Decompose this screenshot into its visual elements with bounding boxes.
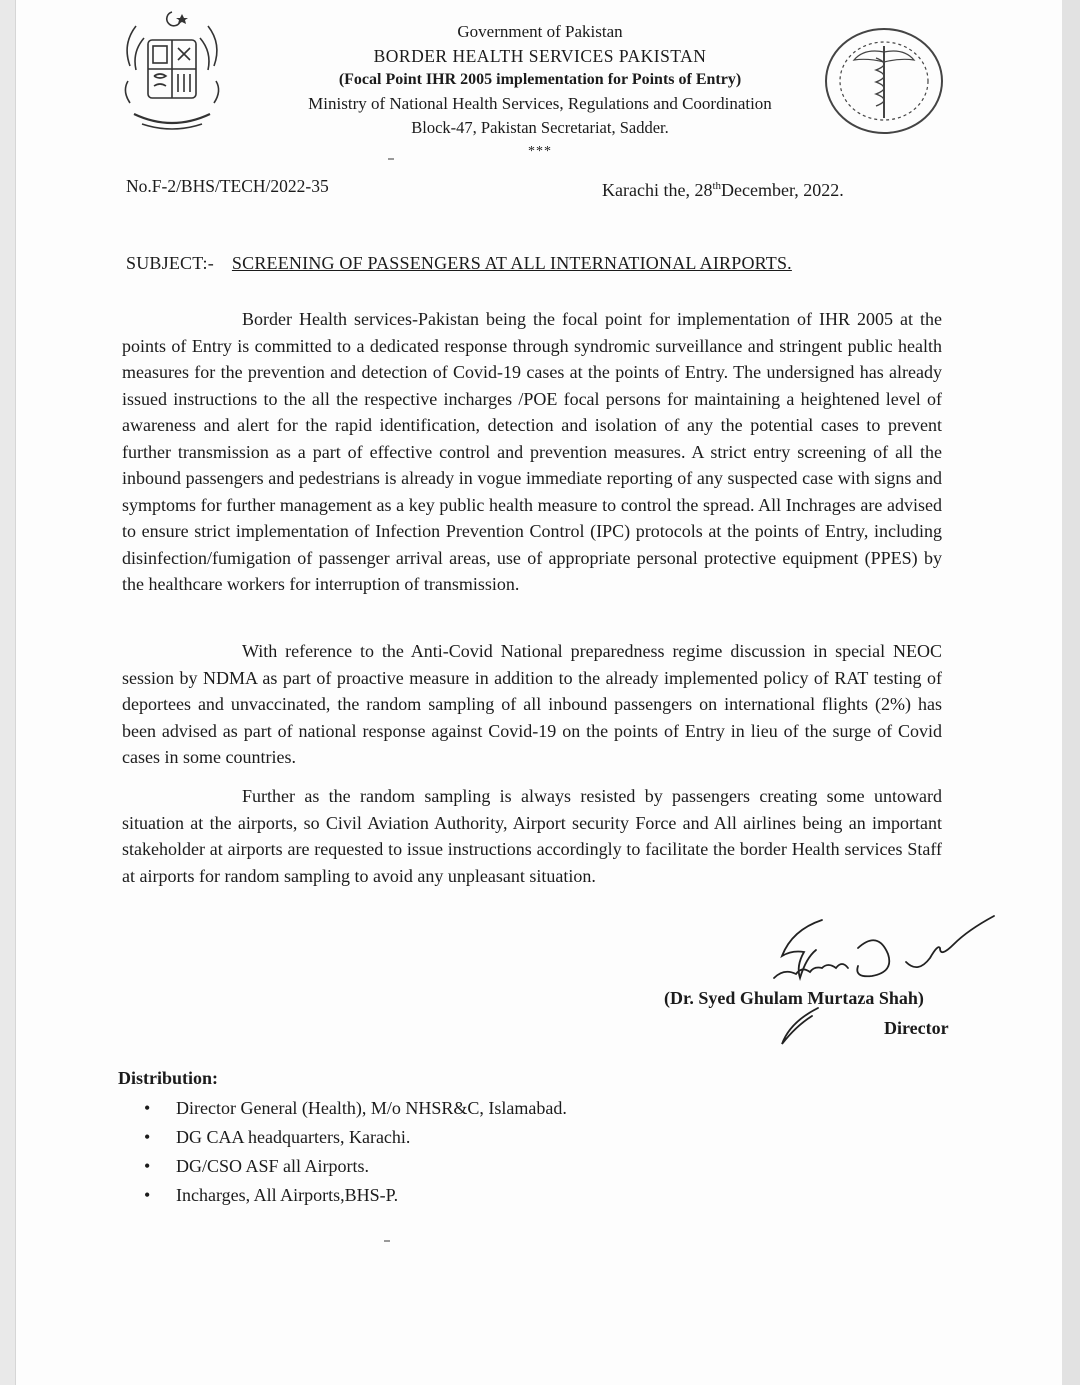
distribution-item: [140, 1181, 567, 1210]
reference-number: No.F-2/BHS/TECH/2022-35: [126, 176, 329, 196]
bullet-icon: •: [144, 1185, 151, 1205]
scan-speck: [388, 158, 394, 160]
distribution-item-text: DG/CSO ASF all Airports.: [176, 1156, 370, 1176]
date-line: [602, 180, 844, 201]
body-paragraph-2: [122, 638, 942, 771]
distribution-item: [140, 1152, 567, 1181]
subject-line: [126, 253, 792, 274]
body-paragraph-3-text: Further as the random sampling is always resisted by passengers creating some untoward situation at the airports, so Civil Aviation Authority, Airport security Force and All airlines being an important stakeholder at airports are requested to issue instructions accordingly to facilitate the border Health services Staff at airports for random sampling to avoid any unpleasant situation.: [122, 786, 942, 886]
distribution-item-text: Director General (Health), M/o NHSR&C, Islamabad.: [176, 1098, 567, 1118]
date-prefix: Karachi the, 28: [602, 180, 713, 200]
body-paragraph-3: [122, 783, 942, 889]
subject-label: SUBJECT:-: [126, 253, 214, 273]
distribution-item-text: Incharges, All Airports,BHS-P.: [176, 1185, 399, 1205]
signatory-name: (Dr. Syed Ghulam Murtaza Shah): [664, 988, 924, 1008]
header-organization: BORDER HEALTH SERVICES PAKISTAN: [373, 46, 707, 66]
date-suffix: December, 2022.: [721, 180, 844, 200]
bullet-icon: •: [144, 1127, 151, 1147]
header-focal-point: (Focal Point IHR 2005 implementation for Points of Entry): [338, 71, 742, 88]
bullet-icon: •: [144, 1098, 151, 1118]
date-superscript: th: [712, 180, 722, 192]
border-health-seal-icon: [822, 24, 947, 139]
header-ministry: Ministry of National Health Services, Regulations and Coordination: [308, 94, 772, 113]
scan-speck: [384, 1240, 390, 1242]
body-paragraph-1-text: Border Health services-Pakistan being the focal point for implementation of IHR 2005 at the points of Entry is committed to a dedicated response through syndromic surveillance and stringent public health measures for the prevention and detection of Covid-19 cases at the points of Entry. The undersigned has already issued instructions to the all the respective incharges /POE focal persons for maintaining a heightened level of awareness and alert for the rapid identification, detection and isolation of any the potential cases to prevent further transmission as a part of effective control and prevention measures. A strict entry screening of all the inbound passengers and pedestrians is already in vogue immediate reporting of any suspected case with signs and symptoms for further management as a key public health measure to control the spread. All Inchrages are advised to ensure strict implementation of Infection Prevention Control (IPC) protocols at the points of Entry, including disinfection/fumigation of passenger arrival areas, use of appropriate personal protective equipment (PPES) by the healthcare workers for interruption of transmission.: [122, 309, 942, 594]
subject-text: SCREENING OF PASSENGERS AT ALL INTERNATIONAL AIRPORTS.: [231, 253, 792, 273]
page-edge: [1062, 0, 1080, 1385]
distribution-item: [140, 1123, 567, 1152]
header-government: Government of Pakistan: [457, 22, 623, 41]
distribution-title: Distribution:: [118, 1068, 219, 1088]
body-paragraph-2-text: With reference to the Anti-Covid National preparedness regime discussion in special NEOC session by NDMA as part of proactive measure in addition to the already implemented policy of RAT testing of deportees and unvaccinated, the random sampling of all inbound passengers on international flights (2%) has been advised as part of national response against Covid-19 on the points of Entry in lieu of the surge of Covid cases in some countries.: [122, 641, 942, 767]
distribution-item-text: DG CAA headquarters, Karachi.: [176, 1127, 411, 1147]
header-separator: ***: [528, 144, 552, 159]
letterhead: [240, 20, 840, 160]
body-paragraph-1: [122, 306, 942, 598]
signatory-title: Director: [884, 1018, 949, 1038]
bullet-icon: •: [144, 1156, 151, 1176]
government-emblem-icon: [112, 6, 232, 141]
header-address: Block-47, Pakistan Secretariat, Sadder.: [411, 118, 669, 137]
distribution-list: [140, 1094, 567, 1210]
distribution-item: [140, 1094, 567, 1123]
